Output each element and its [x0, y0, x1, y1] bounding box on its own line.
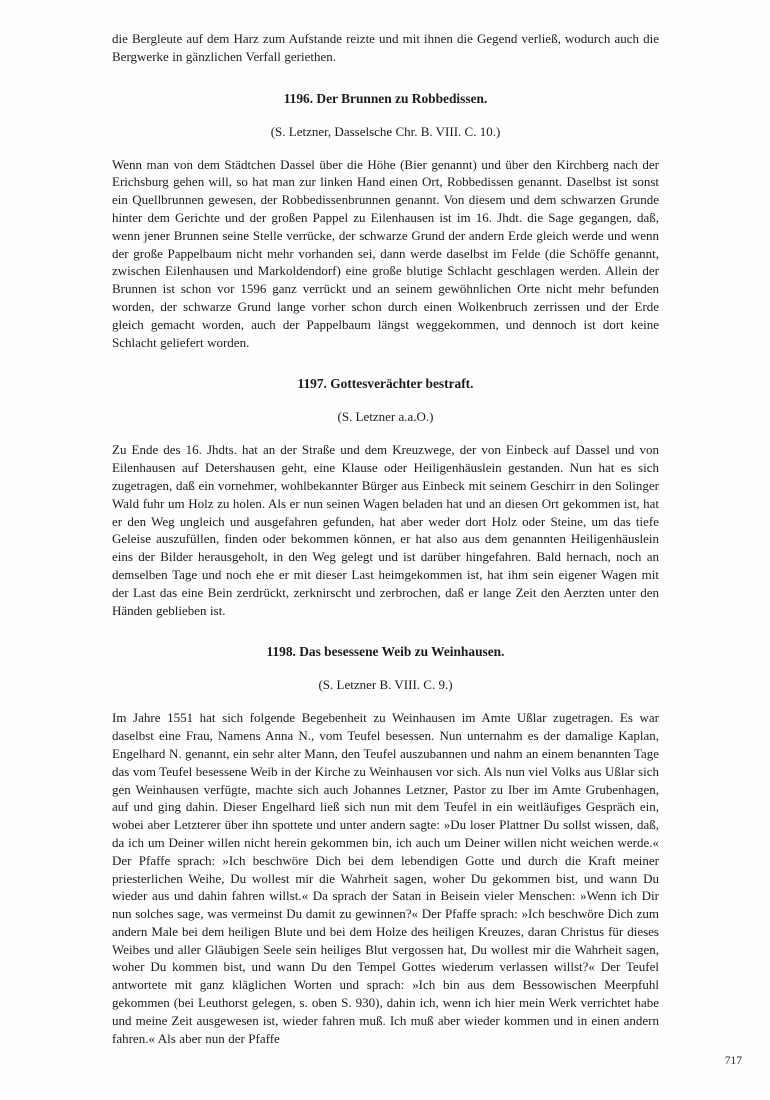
story-1197-source: (S. Letzner a.a.O.): [337, 409, 434, 425]
story-1198-heading: 1198. Das besessene Weib zu Weinhausen.: [266, 644, 505, 660]
story-1197-heading: 1197. Gottesverächter bestraft.: [297, 376, 474, 392]
continuation-paragraph: die Bergleute auf dem Harz zum Aufstande reizte und mit ihnen die Gegend verließ, wodurch auch die Bergwerke in gänzlichen Verfall geriethen.: [112, 31, 659, 64]
page-number: 717: [724, 1055, 742, 1067]
story-1196-heading: 1196. Der Brunnen zu Robbedissen.: [283, 90, 488, 106]
story-1196-body: Wenn man von dem Städtchen Dassel über die Höhe (Bier genannt) und über den Kirchberg nach der Erichsburg gehen will, so hat man zur linken Hand einen Ort, Robbedissen genannt. Daselbst ist sonst ein Quellbrunnen gewesen, der Robbedissenbrunnen genannt. Von diesem und dem schwarzen Grunde hinter dem Gerichte und der großen Pappel zu Eilenhausen ist im 16. Jhdt. die Sage gegangen, daß, wenn jener Brunnen seine Stelle verrücke, der schwarze Grund der andern Erde gleich werde und wenn der große Pappelbaum nicht mehr vorhanden sei, dann werde daselbst im Felde (die Schöffe genannt, zwischen Eilenhausen und Markoldendorf) eine große blutige Schlacht geschlagen werden. Allein der Brunnen ist schon vor 1596 ganz verrückt und an seinem gewöhnlichen Orte nicht mehr befunden worden, der schwarze Grund lange vorher schon durch einen Wolkenbruch zerrissen und der Erde gleich gemacht worden, auch der Pappelbaum längst weggekommen, und dennoch ist dort keine Schlacht geliefert worden.: [112, 156, 659, 350]
text-column: [112, 30, 659, 1047]
story-1198-source: (S. Letzner B. VIII. C. 9.): [318, 677, 453, 693]
story-1196-source: (S. Letzner, Dasselsche Chr. B. VIII. C. 10.): [270, 123, 501, 139]
story-1198-body: Im Jahre 1551 hat sich folgende Begebenheit zu Weinhausen im Amte Ußlar zugetragen. Es war daselbst eine Frau, Namens Anna N., vom Teufel besessen. Nun unternahm es der damalige Kaplan, Engelhard N. genannt, ein sehr alter Mann, den Teufel auszubannen und nahm an einem benannten Tage das vom Teufel besessene Weib in der Kirche zu Weinhausen vor sich. Als nun viel Volks aus Ußlar sich gen Weinhausen verfügte, machte sich auch Johannes Letzner, Pastor zu Iber im Amte Grubenhagen, auf und ging dahin. Dieser Engelhard ließ sich nun mit dem Teufel in ein weitläufiges Gespräch ein, wobei aber Letzterer über ihn spottete und unter andern sagte: »Du loser Plattner Du sollst wissen, daß, da ich um Deiner willen nicht herein gekommen bin, ich auch um Deiner willen nicht weichen werde.« Der Pfaffe sprach: »Ich beschwöre Dich bei dem lebendigen Gotte und durch die Kraft meiner priesterlichen Weihe, Du wollest mir die Wahrheit sagen, woher Du gekommen bist, und wann Du wieder aus und dahin fahren willst.« Da sprach der Satan in Beisein vieler Menschen: »Wenn ich Dir nun solches sage, was vermeinst Du damit zu gewinnen?« Der Pfaffe sprach: »Ich beschwöre Dich zum andern Male bei dem heiligen Blute und bei dem Holze des heiligen Kreuzes, daran Christus für dieses Weibes und aller Gläubigen Seele sein heiliges Blut vergossen hat, Du wollest mir die Wahrheit sagen, woher Du kommen bist, und wann Du den Tempel Gottes wiederum verlassen willst?« Der Teufel antwortete mit ganz kläglichen Worten und sprach: »Ich bin aus dem Bessowischen Meerpfuhl gekommen (bei Leuthorst gelegen, s. oben S. 930), dahin ich, wenn ich hier mein Werk verrichtet habe und meine Zeit ausgewesen ist, wieder fahren muß. Ich muß aber wieder kommen und in einen andern fahren.« Als aber nun der Pfaffe: [112, 710, 659, 1046]
story-1197-body: Zu Ende des 16. Jhdts. hat an der Straße und dem Kreuzwege, der von Einbeck auf Dassel und von Eilenhausen auf Detershausen geht, eine Klause oder Heiligenhäuslein gestanden. Nun hat es sich zugetragen, daß ein vornehmer, wohlbekannter Bürger aus Einbeck mit seinem Geschirr in den Solinger Wald fuhr um Holz zu holen. Als er nun seinen Wagen beladen hat und an diesen Ort gekommen ist, hat er den Weg ungleich und ausgefahren gefunden, hat aber weder dort Holz oder Steine, um das tiefe Geleise auszufüllen, finden oder bekommen können, er hat also aus dem genannten Heiligenhäuslein eins der Bilder herausgeholt, in den Weg gelegt und ist darüber hingefahren. Bald hernach, noch an demselben Tage und noch ehe er mit dieser Last heimgekommen ist, hat ihm sein eigener Wagen mit der Last das eine Bein zerdrückt, zerknirscht und zerbrochen, daß er lange Zeit den Aerzten unter den Händen geblieben ist.: [112, 442, 659, 618]
